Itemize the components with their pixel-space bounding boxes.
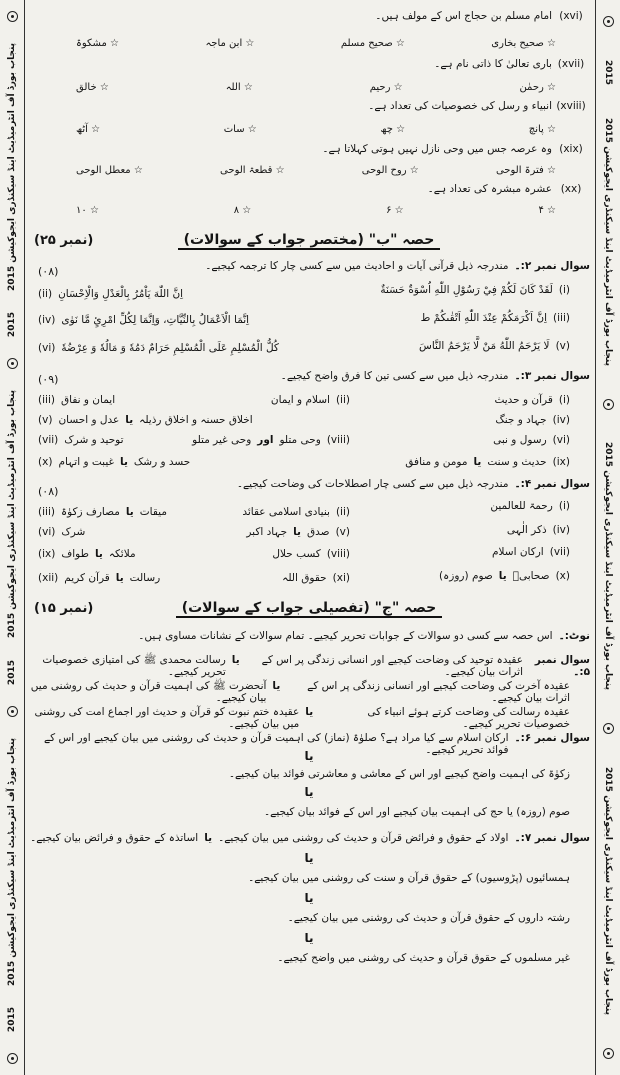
or-separator: یا bbox=[304, 851, 314, 865]
or-separator: یا bbox=[304, 785, 314, 799]
or-separator: یا bbox=[304, 891, 314, 905]
punch-hole bbox=[7, 358, 18, 369]
punch-hole bbox=[603, 723, 614, 734]
mcq-options bbox=[28, 205, 590, 217]
mcq-option: ☆ روح الوحی bbox=[362, 165, 419, 177]
margin-label: پنجاب بورڈ آف انٹرمیڈیٹ اینڈ سیکنڈری ایجوکیشن 2015 bbox=[603, 442, 613, 691]
mcq-option: ☆ رحمٰن bbox=[519, 82, 556, 94]
margin-year: 2015 bbox=[603, 60, 613, 86]
mcq-option: ☆ اللہ bbox=[226, 82, 253, 94]
mcq-option: ☆ ۸ bbox=[234, 205, 252, 217]
mcq-option: ☆ خالق bbox=[76, 82, 109, 94]
mcq-question: (xix) وہ عرصہ جس میں وحی نازل نہیں ہوتی کہلاتا ہے۔ bbox=[322, 143, 583, 155]
margin-label: پنجاب بورڈ آف انٹرمیڈیٹ اینڈ سیکنڈری ایجوکیشن 2015 bbox=[603, 117, 613, 366]
mcq-option: ☆ ۶ bbox=[386, 205, 404, 217]
left-margin bbox=[0, 0, 25, 1075]
mcq-option: ☆ صحیح مسلم bbox=[341, 38, 405, 50]
punch-hole bbox=[603, 16, 614, 27]
sub-marks: (۰۸) bbox=[38, 265, 59, 278]
margin-label: پنجاب بورڈ آف انٹرمیڈیٹ اینڈ سیکنڈری ایجوکیشن 2015 bbox=[603, 766, 613, 1015]
punch-hole bbox=[603, 399, 614, 410]
mcq-option: ☆ فترۃ الوحی bbox=[496, 165, 556, 177]
section-b-marks: (نمبر ۲۵) bbox=[34, 233, 94, 248]
list-item: (iv) جہاد و جنگ bbox=[495, 414, 570, 426]
list-item: رسالت یا قرآن کریم (xii) bbox=[38, 572, 161, 584]
list-item: (i) رحمۃ للعالمین bbox=[490, 500, 570, 512]
list-item: اِنَّ اللّٰهَ يَاْمُرُ بِالْعَدْلِ وَالْاِحْسَانِ (ii) bbox=[38, 288, 184, 300]
mcq-option: ☆ مشکوۃ bbox=[76, 38, 119, 50]
question-2: سوال نمبر ۲:۔ مندرجہ ذیل قرآنی آیات و احادیث میں سے کسی چار کا ترجمہ کیجیے۔ bbox=[205, 260, 590, 272]
exam-page bbox=[28, 0, 590, 1075]
mcq-options bbox=[28, 124, 590, 136]
list-item: (iv) ذکر الٰہی bbox=[506, 524, 570, 536]
mcq-option: ☆ ابن ماجہ bbox=[205, 38, 254, 50]
sub-marks: (۰۸) bbox=[38, 485, 59, 498]
mcq-option: ☆ پانچ bbox=[529, 124, 556, 136]
list-item: (ii) اسلام و ایمان bbox=[270, 394, 350, 406]
right-margin bbox=[595, 0, 620, 1075]
q7-alt: رشتہ داروں کے حقوق قرآن و حدیث کی روشنی میں بیان کیجیے۔ bbox=[287, 912, 570, 924]
sub-marks: (۰۹) bbox=[38, 373, 59, 386]
mcq-option: ☆ رحیم bbox=[370, 82, 403, 94]
mcq-option: ☆ سات bbox=[224, 124, 257, 136]
mcq-question: (xx) عشرہ مبشرہ کی تعداد ہے۔ bbox=[427, 183, 582, 195]
punch-hole bbox=[7, 1053, 18, 1064]
margin-year: 2015 bbox=[7, 311, 17, 337]
list-item: (xi) حقوق اللہ bbox=[282, 572, 350, 584]
list-item: حسد و رشک یا غیبت و اتہام (x) bbox=[38, 456, 191, 468]
mcq-question: (xvi) امام مسلم بن حجاج اس کے مولف ہیں۔ bbox=[375, 10, 583, 22]
list-item: (viii) کسب حلال bbox=[272, 548, 350, 560]
mcq-question: (xvii) باری تعالیٰ کا ذاتی نام ہے۔ bbox=[434, 58, 585, 70]
list-item: (v) لَا يَرْحَمُ اللّٰهُ مَنْ لَّا يَرْحَمُ النَّاسَ bbox=[419, 340, 570, 352]
or-separator: یا bbox=[304, 931, 314, 945]
list-item: شرک (vi) bbox=[38, 526, 86, 538]
list-item: ایمان و نفاق (iii) bbox=[38, 394, 116, 406]
question-6: سوال نمبر ۶:۔ ارکان اسلام سے کیا مراد ہے؟ صلوٰۃ (نماز) کی اہمیت قرآن و حدیث کی روشنی میں بیان کیجیے اور اس کے فوائد تحریر کیجیے۔ bbox=[44, 732, 590, 757]
list-item: (x) صحابیؓ یا صوم (روزہ) bbox=[439, 570, 570, 582]
mcq-option: ☆ قطعۃ الوحی bbox=[220, 165, 285, 177]
mcq-option: ☆ چھ bbox=[380, 124, 405, 136]
question-7: سوال نمبر ۷:۔ اولاد کے حقوق و فرائض قرآن و حدیث کی روشنی میں بیان کیجیے۔ یا اساتذہ کے حقوق و فرائض بیان کیجیے۔ bbox=[30, 832, 590, 844]
q7-alt: غیر مسلموں کے حقوق قرآن و حدیث کی روشنی میں واضح کیجیے۔ bbox=[277, 952, 570, 964]
punch-hole bbox=[603, 1048, 614, 1059]
punch-hole bbox=[7, 706, 18, 717]
mcq-question: (xviii) انبیاء و رسل کی خصوصیات کی تعداد ہے۔ bbox=[368, 100, 586, 112]
punch-hole bbox=[7, 11, 18, 22]
list-item: اخلاق حسنہ و اخلاق رذیلہ یا عدل و احسان (v) bbox=[38, 414, 253, 426]
list-item: توحید و شرک (vii) bbox=[38, 434, 124, 446]
question-4: سوال نمبر ۴:۔ مندرجہ ذیل میں سے کسی چار اصطلاحات کی وضاحت کیجیے۔ bbox=[236, 478, 590, 490]
mcq-option: ☆ معطل الوحی bbox=[76, 165, 143, 177]
list-item: (iii) اِنَّ اَكْرَمَكُمْ عِنْدَ اللّٰهِ اَتْقٰىكُمْ ط bbox=[420, 312, 570, 324]
margin-label: پنجاب بورڈ آف انٹرمیڈیٹ اینڈ سیکنڈری ایجوکیشن 2015 bbox=[7, 42, 17, 291]
question-5: سوال نمبر ۵:۔ عقیدہ توحید کی وضاحت کیجیے اور انسانی زندگی پر اس کے اثرات بیان کیجیے۔ یا رسالت محمدی ﷺ کی امتیازی خصوصیات تحریر کیجیے۔ bbox=[42, 654, 590, 679]
list-item: (ix) حدیث و سنت یا مومن و منافق bbox=[405, 456, 570, 468]
list-item: (vi) رسول و نبی bbox=[493, 434, 570, 446]
q6-alt: صوم (روزہ) یا حج کی اہمیت بیان کیجیے اور اس کے فوائد بیان کیجیے۔ bbox=[264, 806, 570, 818]
list-item: میقات یا مصارف زکوٰۃ (iii) bbox=[38, 506, 167, 518]
mcq-option: ☆ ۱۰ bbox=[76, 205, 99, 217]
margin-year: 2015 bbox=[7, 659, 17, 685]
mcq-option: ☆ آٹھ bbox=[76, 124, 100, 136]
list-item: (i) لَقَدْ كَانَ لَكُمْ فِيْ رَسُوْلِ اللّٰهِ اُسْوَةٌ حَسَنَةٌ bbox=[380, 284, 570, 296]
mcq-options bbox=[28, 165, 590, 177]
list-item: (vii) ارکان اسلام bbox=[492, 546, 570, 558]
note: نوٹ:۔ اس حصہ سے کسی دو سوالات کے جوابات تحریر کیجیے۔ تمام سوالات کے نشانات مساوی ہیں۔ bbox=[138, 630, 590, 642]
margin-label: پنجاب بورڈ آف انٹرمیڈیٹ اینڈ سیکنڈری ایجوکیشن 2015 bbox=[7, 390, 17, 639]
or-separator: یا bbox=[304, 749, 314, 763]
list-item: (ii) بنیادی اسلامی عقائد bbox=[242, 506, 350, 518]
mcq-options bbox=[28, 82, 590, 94]
list-item: (v) صدق یا جہاد اکبر bbox=[246, 526, 350, 538]
mcq-option: ☆ ۴ bbox=[538, 205, 556, 217]
list-item: ملائکہ یا طواف (ix) bbox=[38, 548, 136, 560]
list-item: (viii) وحی متلو اور وحی غیر متلو bbox=[192, 434, 350, 446]
margin-label: پنجاب بورڈ آف انٹرمیڈیٹ اینڈ سیکنڈری ایجوکیشن 2015 bbox=[7, 737, 17, 986]
q7-alt: ہمسائیوں (پڑوسیوں) کے حقوق قرآن و سنت کی روشنی میں بیان کیجیے۔ bbox=[248, 872, 570, 884]
mcq-options bbox=[28, 38, 590, 50]
section-c-marks: (نمبر ۱۵) bbox=[34, 601, 94, 616]
q6-alt: زکوٰۃ کی اہمیت واضح کیجیے اور اس کے معاشی و معاشرتی فوائد بیان کیجیے۔ bbox=[228, 768, 570, 780]
margin-year: 2015 bbox=[7, 1007, 17, 1033]
section-b-title: حصہ "ب" (مختصر جواب کے سوالات) bbox=[28, 232, 590, 248]
section-c-title: حصہ "ج" (تفصیلی جواب کے سوالات) bbox=[28, 600, 590, 616]
mcq-option: ☆ صحیح بخاری bbox=[491, 38, 556, 50]
list-item: اِنَّمَا الْاَعْمَالُ بِالنِّيَّاتِ، وَاِنَّمَا لِكُلِّ امْرِئٍ مَّا نَوٰى (iv) bbox=[38, 314, 250, 326]
list-item: كُلُّ الْمُسْلِمِ عَلَى الْمُسْلِمِ حَرَامٌ دَمُهٗ وَ مَالُهٗ وَ عِرْضُهٗ (vi) bbox=[38, 342, 279, 354]
q5-line: عقیدہ رسالت کی وضاحت کرتے ہوئے انبیاء کی خصوصیات تحریر کیجیے۔ یا عقیدہ ختم نبوت کو قرآن و حدیث اور اجماع امت کی روشنی میں بیان کیجیے۔ bbox=[34, 706, 570, 731]
list-item: (i) قرآن و حدیث bbox=[494, 394, 570, 406]
question-3: سوال نمبر ۳:۔ مندرجہ ذیل میں سے کسی تین کا فرق واضح کیجیے۔ bbox=[280, 370, 590, 382]
q5-line: عقیدہ آخرت کی وضاحت کیجیے اور انسانی زندگی پر اس کے اثرات بیان کیجیے۔ یا آنحضرت ﷺ کی اہمیت قرآن و حدیث کی روشنی میں بیان کیجیے۔ bbox=[30, 680, 570, 705]
